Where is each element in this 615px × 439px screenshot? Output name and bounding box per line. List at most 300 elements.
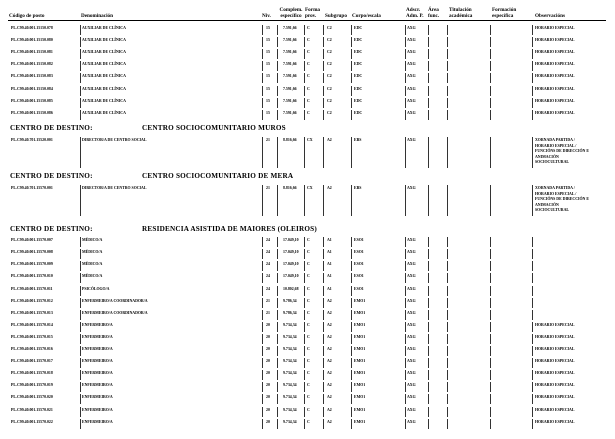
column-divider: [447, 25, 448, 35]
header-subgrupo: Subgrupo: [325, 13, 347, 19]
row-name: AUXILIAR DE CLÍNICA: [82, 74, 126, 78]
column-divider: [428, 249, 429, 259]
column-divider: [323, 273, 324, 283]
column-divider: [428, 298, 429, 308]
row-name: ENFERMEIRO/A COORDINADOR/A: [82, 311, 148, 315]
row-code: PL.C99.40.001.15150.078: [11, 26, 53, 30]
column-divider: [447, 334, 448, 344]
row-code: PL.C99.40.001.15570.020: [11, 395, 53, 399]
column-divider: [405, 86, 406, 96]
column-divider: [405, 137, 406, 168]
row-code: PL.C99.40.001.15570.019: [11, 383, 53, 387]
column-divider: [532, 273, 533, 283]
column-divider: [405, 25, 406, 35]
column-divider: [323, 98, 324, 108]
section-center-name: CENTRO SOCIOCOMUNITARIO MUROS: [142, 124, 286, 132]
column-divider: [323, 49, 324, 59]
row-corpo: EDC: [354, 99, 363, 103]
row-adscr: AXG: [407, 408, 416, 412]
column-divider: [80, 273, 81, 283]
row-observation: HORARIO ESPECIAL: [535, 99, 575, 103]
column-divider: [490, 286, 491, 296]
column-divider: [351, 61, 352, 71]
row-forma: C: [307, 287, 310, 291]
row-sub: A2: [327, 299, 332, 303]
column-divider: [490, 110, 491, 120]
row-name: ENFERMEIRO/A: [82, 371, 113, 375]
column-divider: [405, 382, 406, 392]
column-divider: [447, 286, 448, 296]
row-corpo: EMO1: [354, 395, 366, 399]
row-sub: A2: [327, 371, 332, 375]
column-divider: [447, 358, 448, 368]
row-name: AUXILIAR DE CLÍNICA: [82, 26, 126, 30]
column-divider: [80, 261, 81, 271]
row-observation: HORARIO ESPECIAL: [535, 38, 575, 42]
row-comp: 9.734,34: [283, 347, 297, 351]
column-divider: [277, 273, 278, 283]
row-niv: 15: [266, 50, 270, 54]
column-divider: [428, 322, 429, 332]
row-niv: 15: [266, 38, 270, 42]
column-divider: [277, 346, 278, 356]
column-divider: [277, 249, 278, 259]
row-comp: 9.734,34: [283, 335, 297, 339]
row-adscr: AXG: [407, 186, 416, 190]
column-divider: [447, 407, 448, 417]
column-divider: [262, 237, 263, 247]
row-comp: 8.816,66: [283, 138, 297, 142]
column-divider: [405, 73, 406, 83]
row-sub: A2: [327, 347, 332, 351]
column-divider: [304, 322, 305, 332]
row-observation: HORARIO ESPECIAL: [535, 347, 575, 351]
row-code: PL.C99.40.001.15570.021: [11, 408, 53, 412]
row-niv: 20: [266, 359, 270, 363]
column-divider: [277, 61, 278, 71]
column-divider: [490, 334, 491, 344]
row-adscr: AXG: [407, 299, 416, 303]
column-divider: [277, 322, 278, 332]
row-forma: C: [307, 62, 310, 66]
column-divider: [447, 322, 448, 332]
row-adscr: AXG: [407, 62, 416, 66]
column-divider: [490, 249, 491, 259]
row-comp: 7.591,66: [283, 26, 297, 30]
column-divider: [351, 37, 352, 47]
row-name: ENFERMEIRO/A: [82, 347, 113, 351]
column-divider: [405, 98, 406, 108]
column-divider: [405, 370, 406, 380]
column-divider: [532, 49, 533, 59]
row-observation: HORARIO ESPECIAL: [535, 383, 575, 387]
column-divider: [304, 370, 305, 380]
header-formacion: Formación específica: [492, 7, 517, 19]
column-divider: [428, 185, 429, 216]
column-divider: [262, 358, 263, 368]
column-divider: [304, 185, 305, 216]
column-divider: [428, 310, 429, 320]
column-divider: [405, 185, 406, 216]
row-sub: A2: [327, 359, 332, 363]
row-observation: HORARIO ESPECIAL: [535, 335, 575, 339]
column-divider: [351, 382, 352, 392]
column-divider: [262, 25, 263, 35]
column-divider: [323, 73, 324, 83]
column-divider: [323, 110, 324, 120]
row-forma: C: [307, 250, 310, 254]
column-divider: [351, 98, 352, 108]
row-corpo: ESO1: [354, 262, 364, 266]
column-divider: [532, 137, 533, 168]
row-name: ENFERMEIRO/A: [82, 335, 113, 339]
row-comp: 9.734,34: [283, 323, 297, 327]
row-niv: 15: [266, 87, 270, 91]
column-divider: [323, 382, 324, 392]
column-divider: [80, 25, 81, 35]
column-divider: [80, 334, 81, 344]
column-divider: [351, 110, 352, 120]
row-corpo: EMO1: [354, 323, 366, 327]
column-divider: [304, 237, 305, 247]
row-code: PL.C99.40.001.15570.018: [11, 371, 53, 375]
column-divider: [490, 419, 491, 429]
row-comp: 7.591,66: [283, 38, 297, 42]
row-forma: C: [307, 26, 310, 30]
row-corpo: ESO1: [354, 274, 364, 278]
row-code: PL.C99.40.001.15570.013: [11, 311, 53, 315]
row-forma: C: [307, 359, 310, 363]
column-divider: [304, 334, 305, 344]
row-code: PL.C99.40.001.15570.009: [11, 262, 53, 266]
row-niv: 21: [266, 299, 270, 303]
row-adscr: AXG: [407, 395, 416, 399]
column-divider: [323, 310, 324, 320]
column-divider: [490, 310, 491, 320]
column-divider: [277, 370, 278, 380]
row-forma: C: [307, 408, 310, 412]
column-divider: [277, 110, 278, 120]
row-corpo: EDC: [354, 111, 363, 115]
column-divider: [351, 86, 352, 96]
row-niv: 15: [266, 99, 270, 103]
row-name: ENFERMEIRO/A: [82, 359, 113, 363]
row-adscr: AXG: [407, 383, 416, 387]
column-divider: [490, 185, 491, 216]
column-divider: [428, 370, 429, 380]
column-divider: [351, 346, 352, 356]
column-divider: [405, 346, 406, 356]
row-adscr: AXG: [407, 38, 416, 42]
column-divider: [447, 49, 448, 59]
column-divider: [428, 110, 429, 120]
column-divider: [323, 419, 324, 429]
column-divider: [351, 322, 352, 332]
row-sub: A2: [327, 383, 332, 387]
row-observation: HORARIO ESPECIAL: [535, 408, 575, 412]
column-divider: [490, 394, 491, 404]
column-divider: [277, 49, 278, 59]
row-name: ENFERMEIRO/A COORDINADOR/A: [82, 299, 148, 303]
column-divider: [447, 273, 448, 283]
column-divider: [277, 394, 278, 404]
row-code: PL.C99.40.701.15520.001: [11, 138, 53, 142]
row-forma: C: [307, 238, 310, 242]
row-comp: 7.591,66: [283, 74, 297, 78]
column-divider: [262, 49, 263, 59]
column-divider: [447, 185, 448, 216]
column-divider: [532, 286, 533, 296]
column-divider: [532, 61, 533, 71]
row-observation: HORARIO ESPECIAL: [535, 420, 575, 424]
row-adscr: AXG: [407, 323, 416, 327]
row-comp: 9.734,34: [283, 408, 297, 412]
column-divider: [428, 407, 429, 417]
row-code: PL.C99.40.001.15570.010: [11, 274, 53, 278]
row-comp: 7.591,66: [283, 62, 297, 66]
column-divider: [323, 37, 324, 47]
column-divider: [532, 237, 533, 247]
row-observation: HORARIO ESPECIAL: [535, 371, 575, 375]
row-adscr: AXG: [407, 274, 416, 278]
row-corpo: EBS: [354, 138, 362, 142]
column-divider: [262, 249, 263, 259]
column-divider: [304, 61, 305, 71]
header-codigo: Código de posto: [9, 13, 45, 19]
column-divider: [277, 86, 278, 96]
column-divider: [351, 237, 352, 247]
row-code: PL.C99.40.001.15570.022: [11, 420, 53, 424]
row-name: AUXILIAR DE CLÍNICA: [82, 87, 126, 91]
column-divider: [405, 37, 406, 47]
row-corpo: EMO1: [354, 408, 366, 412]
row-adscr: AXG: [407, 287, 416, 291]
column-divider: [80, 137, 81, 168]
column-divider: [490, 237, 491, 247]
row-sub: A2: [327, 186, 332, 190]
row-corpo: EMO1: [354, 347, 366, 351]
column-divider: [490, 73, 491, 83]
column-divider: [262, 382, 263, 392]
column-divider: [262, 346, 263, 356]
column-divider: [80, 86, 81, 96]
column-divider: [405, 286, 406, 296]
row-niv: 20: [266, 420, 270, 424]
column-divider: [262, 98, 263, 108]
row-niv: 21: [266, 186, 270, 190]
row-comp: 17.049,10: [283, 262, 299, 266]
row-sub: A1: [327, 250, 332, 254]
column-divider: [405, 358, 406, 368]
column-divider: [262, 61, 263, 71]
column-divider: [277, 286, 278, 296]
column-divider: [351, 370, 352, 380]
column-divider: [323, 298, 324, 308]
row-observation: XORNADA PARTIDA /: [535, 138, 575, 142]
column-divider: [351, 286, 352, 296]
row-name: ENFERMEIRO/A: [82, 395, 113, 399]
row-sub: A2: [327, 395, 332, 399]
column-divider: [262, 37, 263, 47]
row-corpo: ESO1: [354, 287, 364, 291]
column-divider: [405, 310, 406, 320]
column-divider: [490, 358, 491, 368]
column-divider: [277, 73, 278, 83]
row-comp: 9.734,34: [283, 371, 297, 375]
column-divider: [277, 25, 278, 35]
column-divider: [405, 273, 406, 283]
column-divider: [80, 298, 81, 308]
row-niv: 24: [266, 262, 270, 266]
column-divider: [80, 419, 81, 429]
column-divider: [532, 407, 533, 417]
column-divider: [532, 86, 533, 96]
column-divider: [323, 286, 324, 296]
column-divider: [80, 382, 81, 392]
column-divider: [447, 419, 448, 429]
row-adscr: AXG: [407, 262, 416, 266]
column-divider: [447, 61, 448, 71]
section-center-name: RESIDENCIA ASISTIDA DE MAIORES (OLEIROS): [142, 225, 317, 233]
column-divider: [447, 261, 448, 271]
column-divider: [532, 382, 533, 392]
column-divider: [447, 310, 448, 320]
row-code: PL.C99.40.001.15150.081: [11, 50, 53, 54]
row-adscr: AXG: [407, 250, 416, 254]
row-niv: 24: [266, 250, 270, 254]
column-divider: [304, 25, 305, 35]
column-divider: [532, 73, 533, 83]
row-forma: C: [307, 74, 310, 78]
column-divider: [428, 86, 429, 96]
column-divider: [490, 370, 491, 380]
row-corpo: EDC: [354, 50, 363, 54]
column-divider: [447, 249, 448, 259]
row-niv: 20: [266, 395, 270, 399]
row-corpo: EDC: [354, 38, 363, 42]
row-niv: 15: [266, 74, 270, 78]
column-divider: [304, 249, 305, 259]
row-forma: C: [307, 262, 310, 266]
row-niv: 15: [266, 26, 270, 30]
column-divider: [428, 61, 429, 71]
column-divider: [351, 137, 352, 168]
column-divider: [262, 334, 263, 344]
row-observation: FUNCIÓNS DE DIRECCIÓN E: [535, 197, 589, 202]
row-forma: C: [307, 420, 310, 424]
row-name: MÉDICO/A: [82, 250, 103, 254]
header-rule: [8, 20, 606, 21]
row-forma: C: [307, 50, 310, 54]
column-divider: [277, 358, 278, 368]
row-sub: A2: [327, 408, 332, 412]
row-comp: 9.786,34: [283, 311, 297, 315]
column-divider: [277, 261, 278, 271]
column-divider: [323, 407, 324, 417]
column-divider: [262, 419, 263, 429]
row-corpo: EBS: [354, 186, 362, 190]
row-name: MÉDICO/A: [82, 274, 103, 278]
column-divider: [277, 185, 278, 216]
column-divider: [304, 86, 305, 96]
row-observation: HORARIO ESPECIAL: [535, 323, 575, 327]
column-divider: [490, 261, 491, 271]
column-divider: [262, 137, 263, 168]
column-divider: [80, 61, 81, 71]
column-divider: [447, 298, 448, 308]
header-observacions: Observacións: [535, 13, 565, 19]
column-divider: [405, 237, 406, 247]
column-divider: [262, 370, 263, 380]
column-divider: [405, 322, 406, 332]
column-divider: [351, 49, 352, 59]
row-forma: C: [307, 87, 310, 91]
section-title: CENTRO DE DESTINO:: [10, 124, 93, 132]
column-divider: [277, 98, 278, 108]
row-comp: 17.049,10: [283, 250, 299, 254]
column-divider: [532, 419, 533, 429]
row-corpo: EMO1: [354, 420, 366, 424]
row-adscr: AXG: [407, 99, 416, 103]
column-divider: [351, 310, 352, 320]
header-complem: Complem. específico: [279, 7, 303, 19]
row-name: AUXILIAR DE CLÍNICA: [82, 111, 126, 115]
column-divider: [262, 86, 263, 96]
row-comp: 7.591,66: [283, 87, 297, 91]
column-divider: [532, 346, 533, 356]
row-observation: HORARIO ESPECIAL: [535, 111, 575, 115]
column-divider: [490, 407, 491, 417]
row-sub: A1: [327, 287, 332, 291]
row-code: PL.C99.40.001.15570.007: [11, 238, 53, 242]
column-divider: [323, 394, 324, 404]
row-observation: XORNADA PARTIDA /: [535, 186, 575, 190]
row-name: AUXILIAR DE CLÍNICA: [82, 99, 126, 103]
row-forma: C: [307, 383, 310, 387]
header-corpo: Corpo/escala: [352, 13, 381, 19]
row-observation: ANIMACIÓN: [535, 202, 559, 207]
column-divider: [351, 185, 352, 216]
row-adscr: AXG: [407, 335, 416, 339]
row-name: AUXILIAR DE CLÍNICA: [82, 50, 126, 54]
column-divider: [323, 137, 324, 168]
column-divider: [304, 298, 305, 308]
row-sub: A2: [327, 323, 332, 327]
column-divider: [304, 382, 305, 392]
column-divider: [428, 346, 429, 356]
row-niv: 20: [266, 347, 270, 351]
column-divider: [532, 298, 533, 308]
row-sub: A2: [327, 311, 332, 315]
column-divider: [490, 37, 491, 47]
row-adscr: AXG: [407, 238, 416, 242]
row-observation: FUNCIÓNS DE DIRECCIÓN E: [535, 149, 589, 154]
row-adscr: AXG: [407, 359, 416, 363]
column-divider: [351, 334, 352, 344]
column-divider: [277, 137, 278, 168]
row-code: PL.C99.40.001.15150.080: [11, 38, 53, 42]
row-niv: 24: [266, 238, 270, 242]
row-forma: CX: [307, 186, 313, 190]
row-adscr: AXG: [407, 311, 416, 315]
row-sub: C2: [327, 87, 332, 91]
column-divider: [80, 370, 81, 380]
row-observation: HORARIO ESPECIAL: [535, 26, 575, 30]
column-divider: [447, 382, 448, 392]
column-divider: [304, 110, 305, 120]
row-code: PL.C99.40.001.15150.086: [11, 111, 53, 115]
row-observation: HORARIO ESPECIAL: [535, 50, 575, 54]
